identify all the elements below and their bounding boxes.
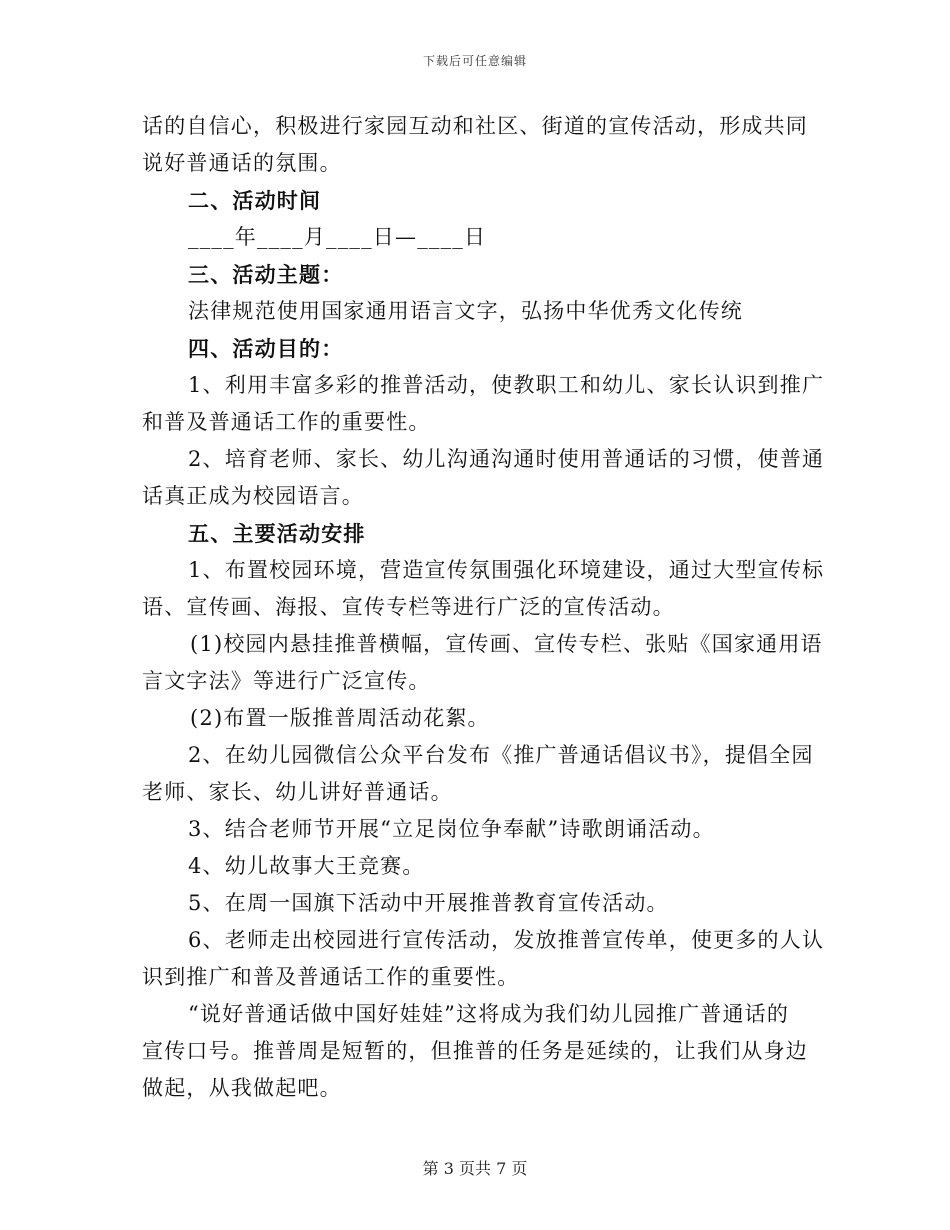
paragraph-line: 3、结合老师节开展“立足岗位争奉献”诗歌朗诵活动。 [188,817,715,841]
date-blank-line: ____年____月____日—____日 [188,225,487,249]
paragraph-line: 语、宣传画、海报、宣传专栏等进行广泛的宣传活动。 [142,595,675,619]
paragraph-line: (2)布置一版推普周活动花絮。 [190,706,490,730]
section-heading-purpose: 四、活动目的： [188,336,344,361]
page-header: 下载后可任意编辑 [422,54,527,68]
paragraph-line: 2、在幼儿园微信公众平台发布《推广普通话倡议书》，提倡全园 [188,743,814,767]
paragraph-line: 宣传口号。推普周是短暂的，但推普的任务是延续的，让我们从身边 [142,1039,808,1063]
paragraph-line: 6、老师走出校园进行宣传活动，发放推普宣传单，使更多的人认 [188,928,825,952]
paragraph-line: 话的自信心，积极进行家园互动和社区、街道的宣传活动，形成共同 [142,114,808,138]
section-heading-theme: 三、活动主题： [188,262,344,287]
paragraph-line: 说好普通话的氛围。 [142,151,342,175]
paragraph-line: “说好普通话做中国好娃娃”这将成为我们幼儿园推广普通话的 [188,1002,790,1026]
paragraph-line: 言文字法》等进行广泛宣传。 [142,669,431,693]
paragraph-line: 做起，从我做起吧。 [142,1076,342,1100]
theme-text: 法律规范使用国家通用语言文字，弘扬中华优秀文化传统 [188,299,743,323]
paragraph-line: (1)校园内悬挂推普横幅，宣传画、宣传专栏、张贴《国家通用语 [190,632,823,656]
paragraph-line: 老师、家长、幼儿讲好普通话。 [142,780,453,804]
paragraph-line: 5、在周一国旗下活动中开展推普教育宣传活动。 [188,891,669,915]
paragraph-line: 4、幼儿故事大王竞赛。 [188,854,425,878]
paragraph-line: 识到推广和普及普通话工作的重要性。 [142,965,520,989]
paragraph-line: 1、利用丰富多彩的推普活动，使教职工和幼儿、家长认识到推广 [188,373,825,397]
section-heading-time: 二、活动时间 [188,188,322,213]
paragraph-line: 话真正成为校园语言。 [142,484,364,508]
paragraph-line: 2、培育老师、家长、幼儿沟通沟通时使用普通话的习惯，使普通 [188,447,825,471]
paragraph-line: 1、布置校园环境，营造宣传氛围强化环境建设，通过大型宣传标 [188,558,825,582]
section-heading-arrangement: 五、主要活动安排 [188,521,366,546]
paragraph-line: 和普及普通话工作的重要性。 [142,410,431,434]
page-number: 第 3 页共 7 页 [422,1159,528,1178]
document-body [142,108,825,1107]
